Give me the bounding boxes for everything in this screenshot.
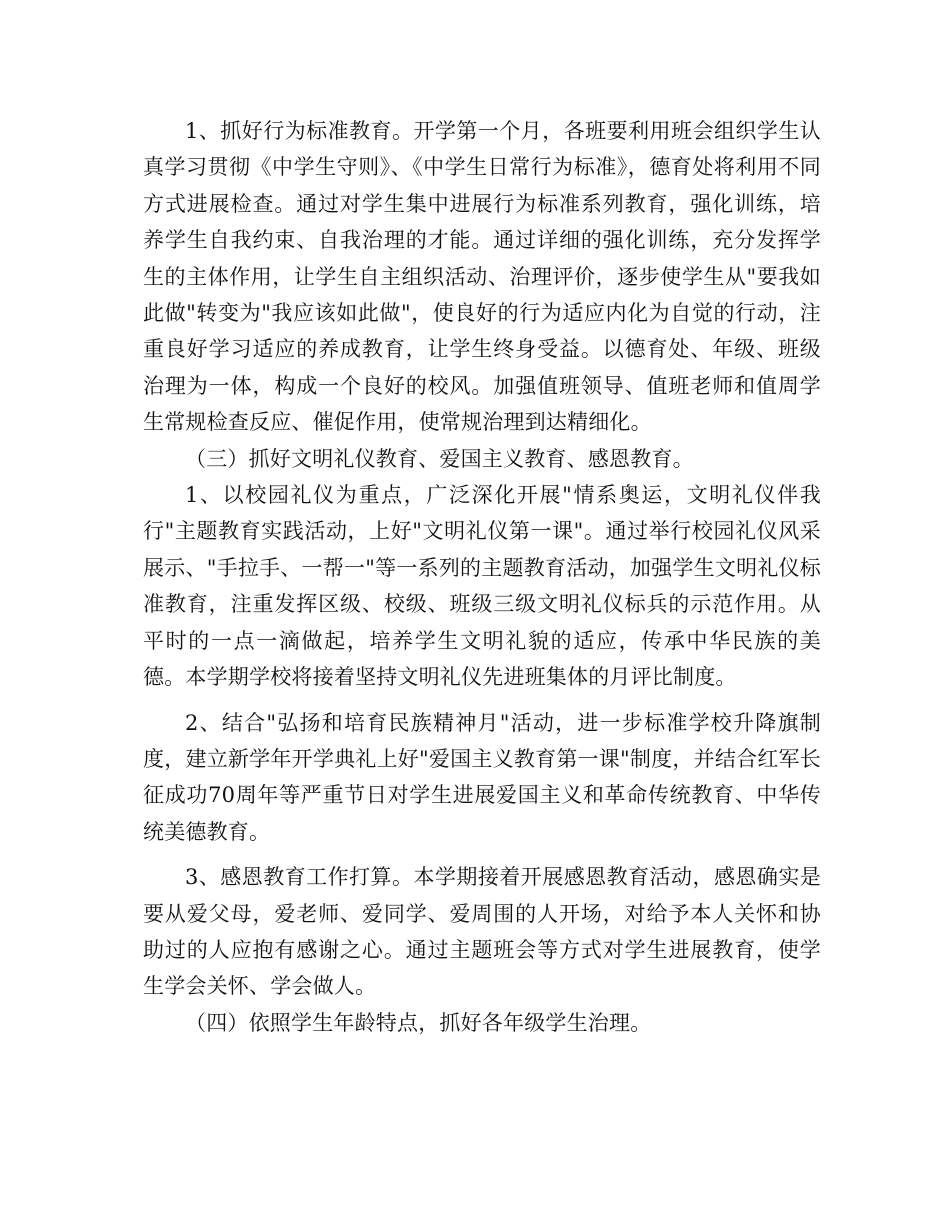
section-heading-etiquette: （三）抓好文明礼仪教育、爱国主义教育、感恩教育。 [185, 446, 694, 471]
document-body [143, 113, 821, 1041]
paragraph-patriotism: 2、结合"弘扬和培育民族精神月"活动，进一步标准学校升降旗制度，建立新学年开学典礼上好"爱国主义教育第一课"制度，并结合红军长征成功70周年等严重节日对学生进展爱国主义和革命传统教育、中华传统美德教育。 [143, 710, 821, 844]
section-heading-grade-management: （四）依照学生年龄特点，抓好各年级学生治理。 [185, 1010, 652, 1035]
paragraph-gratitude: 3、感恩教育工作打算。本学期接着开展感恩教育活动，感恩确实是要从爱父母，爱老师、爱同学、爱周围的人开场，对给予本人关怀和协助过的人应抱有感谢之心。通过主题班会等方式对学生进展教育，使学生学会关怀、学会做人。 [143, 865, 821, 999]
paragraph-behavior-standards: 1、抓好行为标准教育。开学第一个月，各班要利用班会组织学生认真学习贯彻《中学生守则》、《中学生日常行为标准》，德育处将利用不同方式进展检查。通过对学生集中进展行为标准系列教育，强化训练，培养学生自我约束、自我治理的才能。通过详细的强化训练，充分发挥学生的主体作用，让学生自主组织活动、治理评价，逐步使学生从"要我如此做"转变为"我应该如此做"，使良好的行为适应内化为自觉的行动，注重良好学习适应的养成教育，让学生终身受益。以德育处、年级、班级治理为一体，构成一个良好的校风。加强值班领导、值班老师和值周学生常规检查反应、催促作用，使常规治理到达精细化。 [143, 119, 821, 435]
paragraph-campus-etiquette: 1、以校园礼仪为重点，广泛深化开展"情系奥运，文明礼仪伴我行"主题教育实践活动，上好"文明礼仪第一课"。通过举行校园礼仪风采展示、"手拉手、一帮一"等一系列的主题教育活动，加强学生文明礼仪标准教育，注重发挥区级、校级、班级三级文明礼仪标兵的示范作用。从平时的一点一滴做起，培养学生文明礼貌的适应，传承中华民族的美德。本学期学校将接着坚持文明礼仪先进班集体的月评比制度。 [143, 483, 821, 690]
